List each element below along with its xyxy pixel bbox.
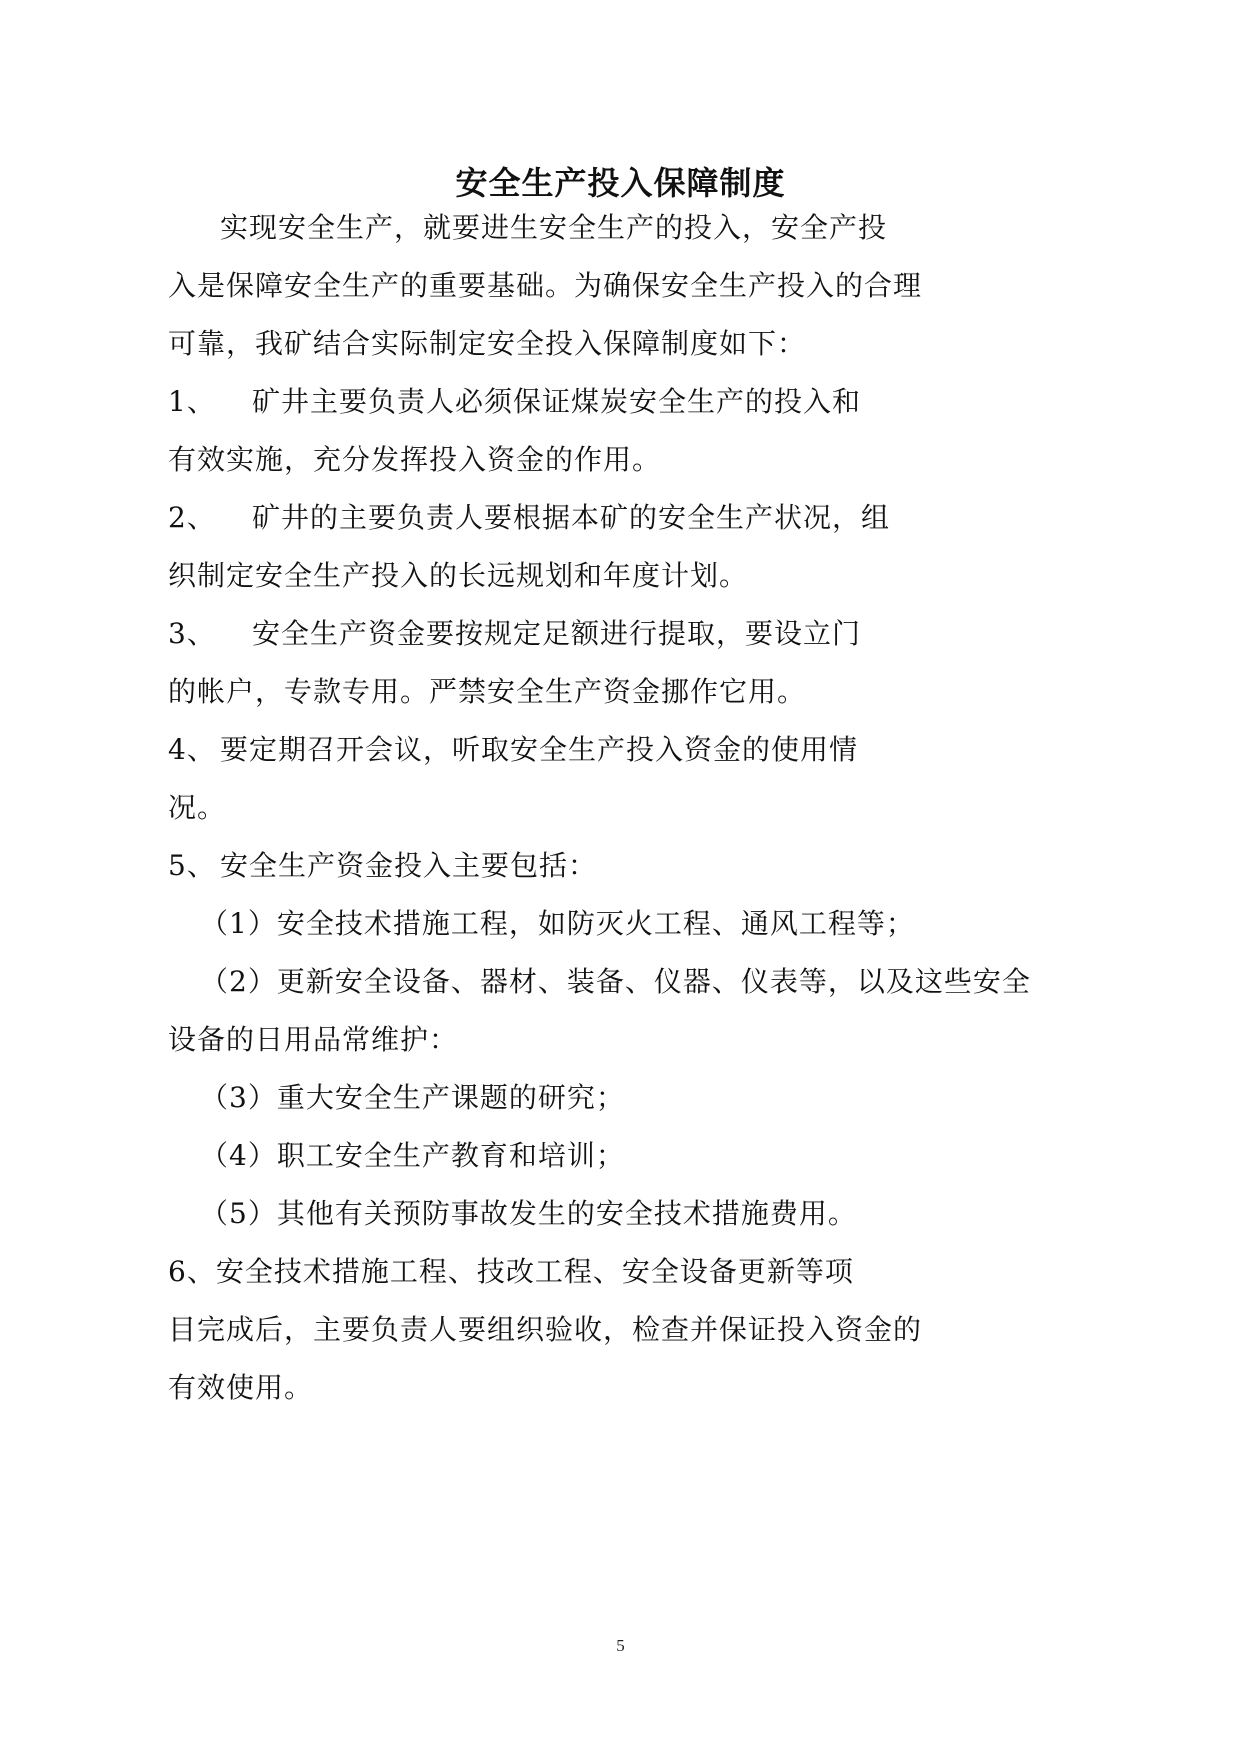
subitem-3: （3）重大安全生产课题的研究； — [200, 1081, 625, 1114]
item-2-line-2: 织制定安全生产投入的长远规划和年度计划。 — [168, 559, 749, 592]
item-3-number: 3、 — [168, 617, 216, 650]
item-2-number: 2、 — [168, 501, 216, 534]
item-2-line-1: 矿井的主要负责人要根据本矿的安全生产状况，组 — [252, 501, 891, 534]
item-5-line-1: 安全生产资金投入主要包括： — [220, 849, 598, 882]
intro-line-2: 入是保障安全生产的重要基础。为确保安全生产投入的合理 — [168, 269, 923, 302]
page-number: 5 — [616, 1636, 625, 1655]
subitem-1: （1）安全技术措施工程，如防灭火工程、通风工程等； — [200, 907, 915, 940]
item-6-line-2: 目完成后，主要负责人要组织验收，检查并保证投入资金的 — [168, 1313, 923, 1346]
item-4-line-1: 要定期召开会议，听取安全生产投入资金的使用情 — [220, 733, 859, 766]
subitem-4: （4）职工安全生产教育和培训； — [200, 1139, 625, 1172]
item-1-line-1: 矿井主要负责人必须保证煤炭安全生产的投入和 — [252, 385, 862, 418]
item-4-number: 4、 — [168, 733, 216, 766]
subitem-5: （5）其他有关预防事故发生的安全技术措施费用。 — [200, 1197, 857, 1230]
item-1-number: 1、 — [168, 385, 216, 418]
intro-line-1: 实现安全生产，就要进生安全生产的投入，安全产投 — [220, 211, 888, 244]
item-4-line-2: 况。 — [168, 791, 227, 824]
item-3-line-2: 的帐户，专款专用。严禁安全生产资金挪作它用。 — [168, 675, 807, 708]
intro-line-3: 可靠，我矿结合实际制定安全投入保障制度如下： — [168, 327, 807, 360]
document-title: 安全生产投入保障制度 — [455, 164, 786, 202]
subitem-2-line-2: 设备的日用品常维护： — [168, 1023, 459, 1056]
item-1-line-2: 有效实施，充分发挥投入资金的作用。 — [168, 443, 662, 476]
item-6-line-1: 6、安全技术措施工程、技改工程、安全设备更新等项 — [168, 1255, 854, 1288]
item-5-number: 5、 — [168, 849, 216, 882]
subitem-2-line-1: （2）更新安全设备、器材、装备、仪器、仪表等，以及这些安全 — [200, 965, 1031, 998]
item-6-line-3: 有效使用。 — [168, 1371, 314, 1404]
item-3-line-1: 安全生产资金要按规定足额进行提取，要设立门 — [252, 617, 862, 650]
